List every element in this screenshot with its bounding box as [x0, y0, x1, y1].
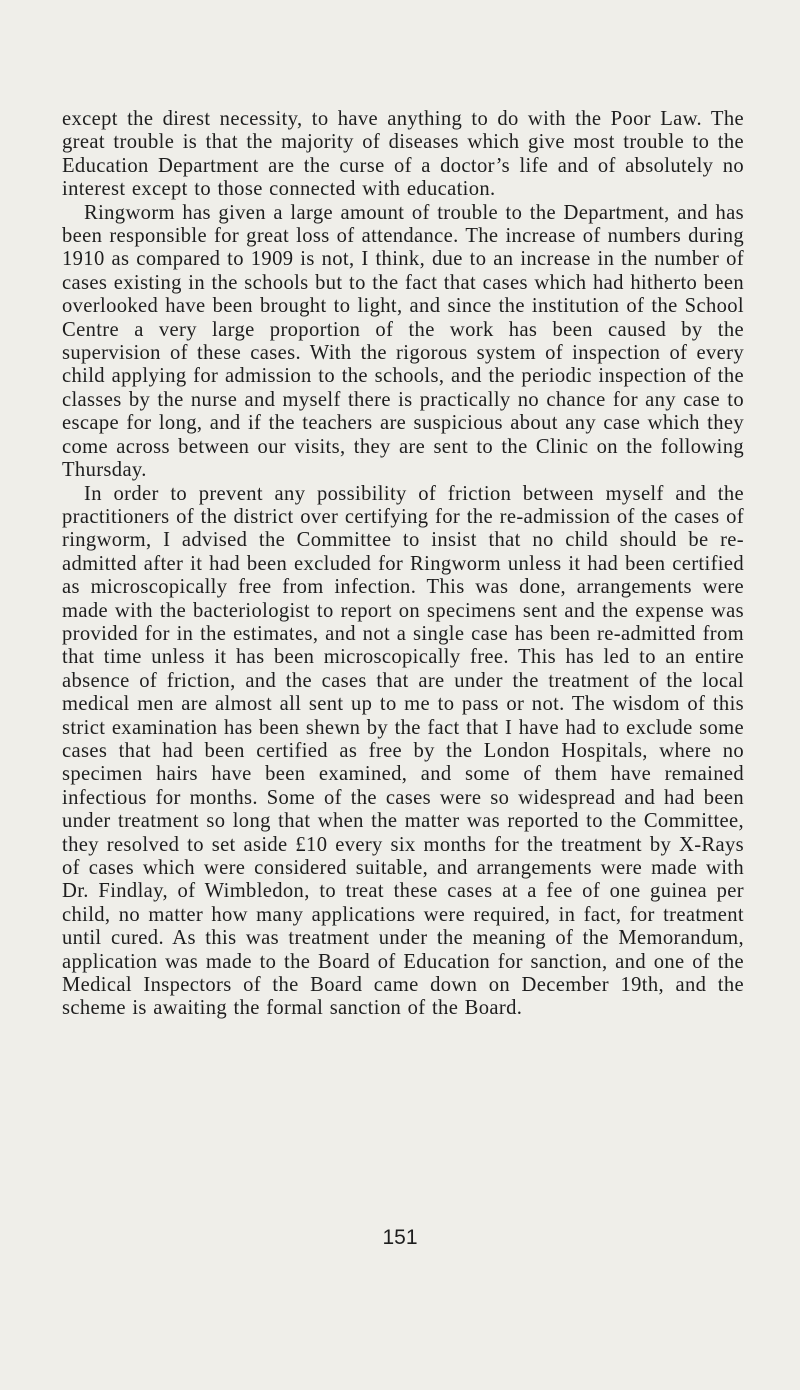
paragraph-friction: In order to prevent any possibility of friction between myself and the practitioners of the district over certifying for the re-admission of the cases of ringworm, I advised the Committee to insist that no child should be re-admitted after it had been excluded for Ringworm unless it had been certified as microscopically free from infection. This was done, arrangements were made with the bacteriologist to report on specimens sent and the expense was provided for in the estimates, and not a single case has been re-admitted from that time unless it has been microscopically free. This has led to an entire absence of friction, and the cases that are under the treatment of the local medical men are almost all sent up to me to pass or not. The wisdom of this strict examination has been shewn by the fact that I have had to exclude some cases that had been certified as free by the London Hospitals, where no specimen hairs have been examined, and some of them have remained infectious for months. Some of the cases were so widespread and had been under treatment so long that when the matter was reported to the Committee, they resolved to set aside £10 every six months for the treatment by X-Rays of cases which were considered suitable, and arrangements were made with Dr. Findlay, of Wimbledon, to treat these cases at a fee of one guinea per child, no matter how many applications were required, in fact, for treatment until cured. As this was treatment under the meaning of the Memorandum, application was made to the Board of Education for sanction, and one of the Medical Inspectors of the Board came down on December 19th, and the scheme is awaiting the formal sanction of the Board.: [62, 482, 744, 1020]
paragraph-continuation: except the direst necessity, to have anything to do with the Poor Law. The great trouble is that the majority of diseases which give most trouble to the Education Department are the curse of a doctor’s life and of absolutely no interest except to those connected with education.: [62, 108, 744, 201]
page-number: 151: [382, 1226, 418, 1249]
document-page: [62, 108, 744, 1021]
paragraph-ringworm: Ringworm has given a large amount of trouble to the Department, and has been responsible for great loss of attendance. The increase of numbers during 1910 as compared to 1909 is not, I think, due to an increase in the number of cases existing in the schools but to the fact that cases which had hitherto been overlooked have been brought to light, and since the institution of the School Centre a very large proportion of the work has been caused by the supervision of these cases. With the rigorous system of inspection of every child applying for admission to the schools, and the periodic inspection of the classes by the nurse and myself there is practically no chance for any case to escape for long, and if the teachers are suspicious about any case which they come across between our visits, they are sent to the Clinic on the following Thursday.: [62, 201, 744, 482]
